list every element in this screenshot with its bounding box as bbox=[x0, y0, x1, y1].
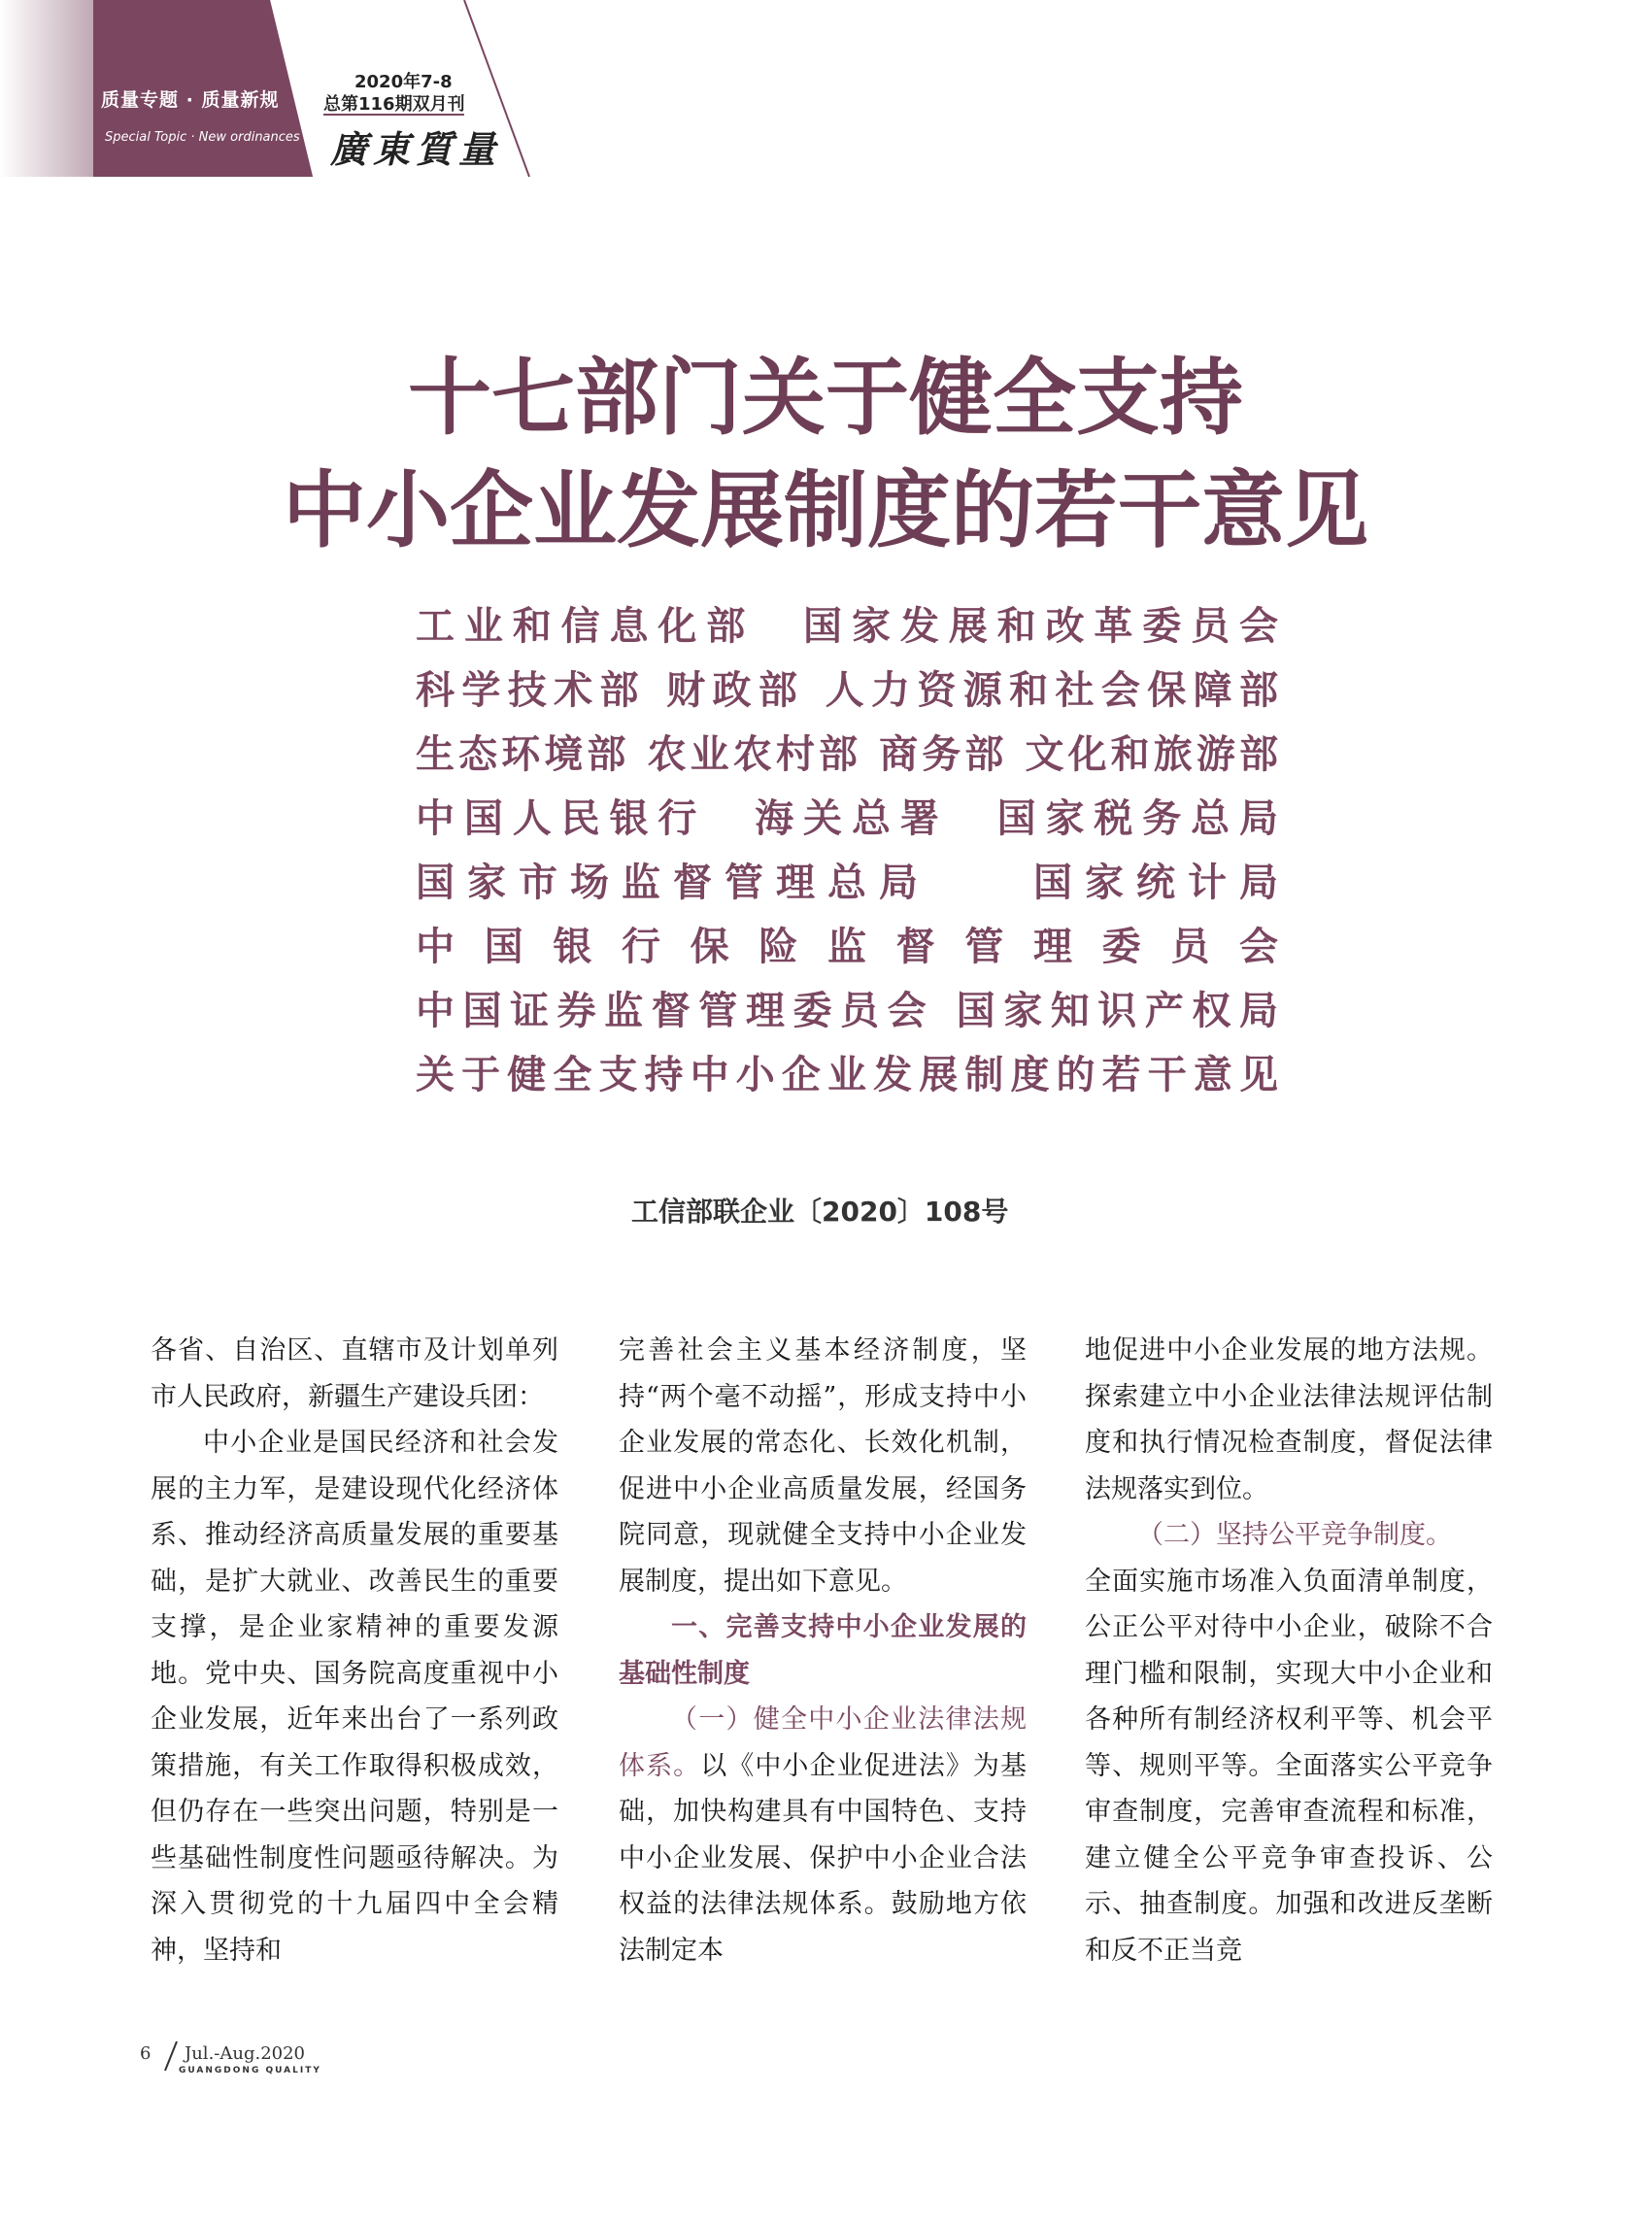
document-number: 工信部联企业〔2020〕108号 bbox=[631, 1196, 1009, 1228]
footer-date: Jul.-Aug.2020 bbox=[185, 2043, 306, 2064]
body-column-1 bbox=[151, 1328, 558, 1973]
issuer-line: 中国人民银行 海关总署 国家税务总局 bbox=[416, 796, 1278, 841]
paragraph-intro: 中小企业是国民经济和社会发展的主力军，是建设现代化经济体系、推动经济高质量发展的重要基础，是扩大就业、改善民生的重要支撑，是企业家精神的重要发源地。党中央、国务院高度重视中小企业发展，近年来出台了一系列政策措施，有关工作取得积极成效，但仍存在一些突出问题，特别是一些基础性制度性问题亟待解决。为深入贯彻党的十九届四中全会精神，坚持和 bbox=[151, 1428, 558, 1966]
magazine-logo: 廣東質量 bbox=[330, 127, 502, 171]
issuer-line: 中国证券监督管理委员会 国家知识产权局 bbox=[416, 989, 1278, 1033]
subsection-title-2: （二）坚持公平竞争制度。 bbox=[1137, 1520, 1452, 1550]
footer-slash bbox=[161, 2040, 181, 2073]
section-label: 质量专题 · 质量新规 bbox=[101, 89, 280, 111]
footer-magazine: GUANGDONG QUALITY bbox=[179, 2066, 321, 2075]
section-heading-1: 一、完善支持中小企业发展的基础性制度 bbox=[619, 1612, 1027, 1689]
body-column-3 bbox=[1085, 1328, 1493, 1973]
section-label-en: Special Topic · New ordinances bbox=[105, 130, 300, 145]
issuer-line: 工业和信息化部 国家发展和改革委员会 bbox=[416, 604, 1278, 649]
article-title bbox=[136, 342, 1515, 567]
article-title-line-2: 中小企业发展制度的若干意见 bbox=[283, 462, 1368, 559]
salutation: 各省、自治区、直辖市及计划单列市人民政府，新疆生产建设兵团： bbox=[151, 1335, 558, 1412]
issuing-departments bbox=[416, 594, 1278, 1107]
article-title-line-1: 十七部门关于健全支持 bbox=[408, 350, 1243, 447]
issue-date: 2020年7-8 bbox=[354, 72, 453, 92]
issue-number: 总第116期双月刊 bbox=[323, 94, 465, 115]
subsection-title-1: （一）健全中小企业法律法规体系。 bbox=[619, 1704, 1027, 1781]
paragraph-sub2: 全面实施市场准入负面清单制度，公正公平对待中小企业，破除不合理门槛和限制，实现大中小企业和各种所有制经济权利平等、机会平等、规则平等。全面落实公平竞争审查制度，完善审查流程和标准，建立健全公平竞争审查投诉、公示、抽查制度。加强和改进反垄断和反不正当竞 bbox=[1085, 1566, 1493, 1966]
page-number: 6 bbox=[140, 2043, 152, 2064]
issuer-line: 科学技术部 财政部 人力资源和社会保障部 bbox=[416, 668, 1278, 713]
issuer-line: 国家市场监督管理总局 国家统计局 bbox=[416, 860, 1278, 905]
paragraph-sub1-cont: 地促进中小企业发展的地方法规。探索建立中小企业法律法规评估制度和执行情况检查制度，督促法律法规落实到位。 bbox=[1085, 1335, 1493, 1504]
issuer-line: 中国银行保险监督管理委员会 bbox=[416, 925, 1278, 969]
body-column-2 bbox=[619, 1328, 1027, 1973]
paragraph-sub1: （一）健全中小企业法律法规体系。以《中小企业促进法》为基础，加快构建具有中国特色、支持中小企业发展、保护中小企业合法权益的法律法规体系。鼓励地方依法制定本 bbox=[619, 1704, 1028, 1966]
issuer-line: 生态环境部 农业农村部 商务部 文化和旅游部 bbox=[416, 732, 1278, 777]
paragraph-intro-cont: 完善社会主义基本经济制度，坚持“两个毫不动摇”，形成支持中小企业发展的常态化、长效化机制，促进中小企业高质量发展，经国务院同意，现就健全支持中小企业发展制度，提出如下意见。 bbox=[619, 1335, 1027, 1597]
issuer-line: 关于健全支持中小企业发展制度的若干意见 bbox=[416, 1053, 1278, 1097]
